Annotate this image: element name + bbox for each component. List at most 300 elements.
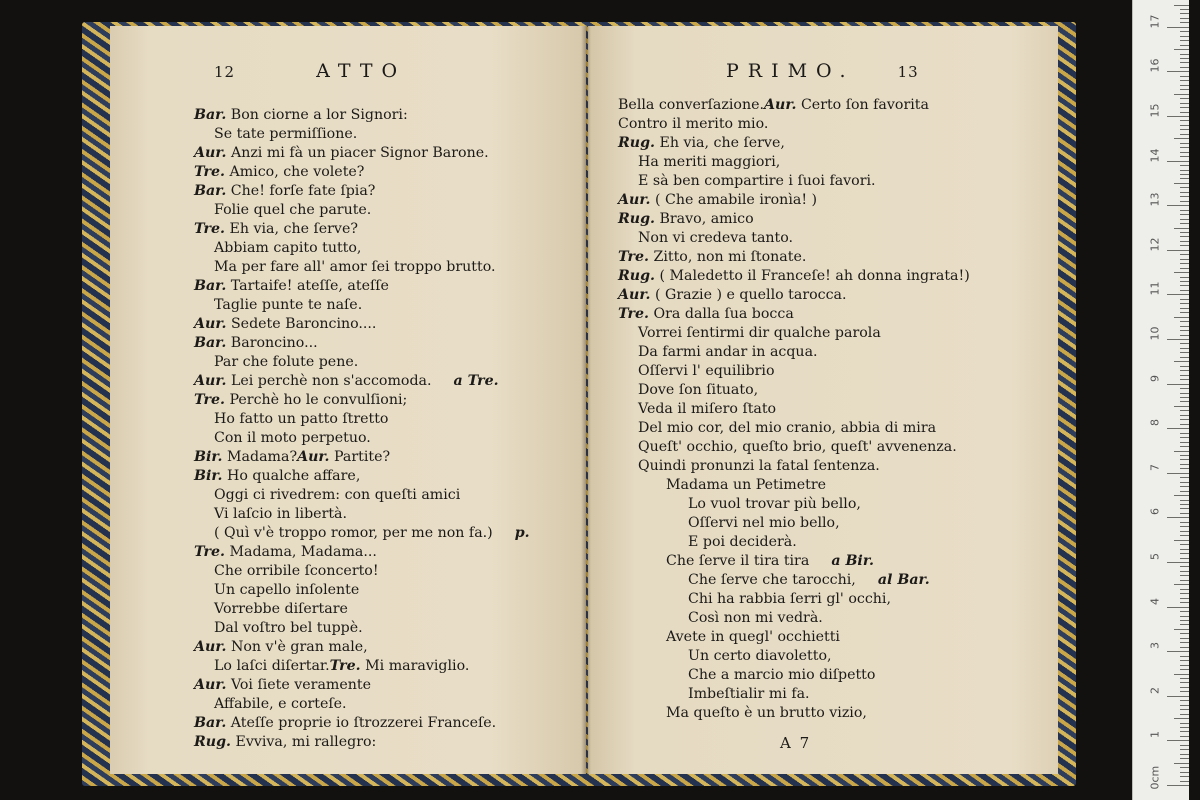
text-line [618,248,970,267]
ruler-tick [1174,5,1189,6]
text-line [618,305,970,324]
speaker-name: Tre. [329,658,361,674]
text-line [194,429,530,448]
text-line [194,410,530,429]
ruler-tick [1180,504,1189,505]
line-text: Ateſſe proprie io ſtrozzerei Franceſe. [226,715,497,731]
ruler-label: 14 [1148,148,1162,163]
speaker-name: Bir. [194,449,223,465]
line-text: ( Maledetto il Franceſe! ah donna ingrata!) [654,268,970,284]
text-line [618,495,970,514]
line-text: Ho qualche affare, [222,468,361,484]
text-line [194,714,530,733]
ruler-tick [1180,544,1189,545]
ruler-tick [1180,660,1189,661]
stage-direction: a Bir. [831,553,874,569]
left-running-head: ATTO [316,60,407,82]
ruler-tick [1180,147,1189,148]
text-line [618,438,970,457]
speaker-name: Tre. [194,392,225,408]
ruler-tick [1174,361,1189,362]
ruler-tick [1180,236,1189,237]
line-text: Affabile, e corteſe. [214,696,347,712]
text-line [194,619,530,638]
text-line [618,628,970,647]
ruler-tick [1180,303,1189,304]
ruler-tick [1180,98,1189,99]
left-page [110,26,586,774]
ruler-tick [1180,723,1189,724]
line-text: Madama? [222,449,298,465]
ruler-tick [1180,415,1189,416]
ruler-tick [1167,517,1189,518]
ruler-tick [1180,522,1189,523]
ruler-tick [1180,624,1189,625]
ruler-tick [1174,49,1189,50]
ruler-tick [1180,379,1189,380]
ruler-tick [1180,308,1189,309]
line-text: Vorrei ſentirmi dir qualche parola [638,325,881,341]
ruler-label: 11 [1148,281,1162,296]
text-line [618,267,970,286]
ruler-tick [1180,268,1189,269]
ruler-tick [1180,348,1189,349]
line-text: E sà ben compartire i ſuoi favori. [638,173,876,189]
ruler-tick [1167,607,1189,608]
line-text: Anzi mi fà un piacer Signor Barone. [226,145,489,161]
left-page-number: 12 [214,63,236,81]
ruler-tick [1174,317,1189,318]
line-text: Eh via, che ſerve, [654,135,785,151]
text-line [194,106,530,125]
ruler-label: 9 [1148,374,1162,382]
ruler-tick [1180,508,1189,509]
ruler-tick [1180,210,1189,211]
text-line [618,457,970,476]
right-running-head: PRIMO. [726,60,855,82]
ruler-tick [1180,312,1189,313]
speaker-name: Aur. [297,449,330,465]
line-text: Dal voſtro bel tuppè. [214,620,363,636]
ruler-tick [1180,321,1189,322]
stage-direction: a Tre. [453,373,499,389]
line-text: Queſt' occhio, queſto brio, queſt' avvenenza. [638,439,957,455]
text-line [618,115,970,134]
text-line [194,505,530,524]
ruler-tick [1180,754,1189,755]
ruler-tick [1180,749,1189,750]
text-line [194,125,530,144]
line-text: ( Grazie ) e quello tarocca. [650,287,847,303]
ruler-tick [1174,228,1189,229]
ruler-tick [1180,745,1189,746]
ruler-tick [1180,731,1189,732]
ruler-tick [1180,437,1189,438]
text-line [194,391,530,410]
line-text: Se tate permiſſione. [214,126,358,142]
ruler-tick [1180,45,1189,46]
text-line [618,647,970,666]
ruler-tick [1180,125,1189,126]
text-line [194,258,530,277]
ruler-tick [1180,571,1189,572]
ruler-tick [1180,174,1189,175]
text-line [194,657,530,676]
text-line [618,704,970,723]
ruler-tick [1180,232,1189,233]
text-line [194,581,530,600]
text-line [194,543,530,562]
ruler-tick [1180,335,1189,336]
ruler-tick [1180,593,1189,594]
ruler-tick [1180,397,1189,398]
ruler-tick [1180,491,1189,492]
ruler-tick [1180,18,1189,19]
line-text: Bella converſazione. [618,97,764,113]
text-line [194,220,530,239]
ruler-label: 7 [1148,463,1162,471]
ruler-label: 12 [1148,237,1162,252]
ruler-tick [1180,143,1189,144]
line-text: Madama, Madama... [224,544,377,560]
text-line [194,277,530,296]
ruler-tick [1180,665,1189,666]
speaker-name: Aur. [194,145,227,161]
ruler-tick [1180,705,1189,706]
speaker-name: Bar. [194,335,227,351]
speaker-name: Rug. [618,135,655,151]
ruler-tick [1180,67,1189,68]
ruler-tick [1174,540,1189,541]
line-text: Con il moto perpetuo. [214,430,371,446]
ruler-tick [1180,669,1189,670]
ruler-tick [1180,709,1189,710]
text-line [618,666,970,685]
ruler-tick [1180,196,1189,197]
line-text: Dove ſon ſituato, [638,382,759,398]
ruler-tick [1180,326,1189,327]
ruler-tick [1167,116,1189,117]
ruler-tick [1174,406,1189,407]
ruler-label: 8 [1148,419,1162,427]
text-line [618,381,970,400]
right-page-number: 13 [897,63,919,81]
text-line [194,562,530,581]
ruler-tick [1174,183,1189,184]
ruler-tick [1180,192,1189,193]
ruler-tick [1167,71,1189,72]
ruler-tick [1180,201,1189,202]
ruler-tick [1180,410,1189,411]
line-text: Partite? [329,449,391,465]
ruler-tick [1180,299,1189,300]
speaker-name: Aur. [618,287,651,303]
ruler-tick [1180,343,1189,344]
ruler-label: 13 [1148,192,1162,207]
ruler-tick [1180,611,1189,612]
text-line [618,400,970,419]
ruler-tick [1180,223,1189,224]
ruler-tick [1180,370,1189,371]
ruler-tick [1180,776,1189,777]
ruler-tick [1167,740,1189,741]
ruler-tick [1167,161,1189,162]
ruler-tick [1180,464,1189,465]
ruler-tick [1180,455,1189,456]
text-line [618,229,970,248]
speaker-name: Aur. [194,373,227,389]
ruler-tick [1180,263,1189,264]
ruler-tick [1174,629,1189,630]
speaker-name: Aur. [194,639,227,655]
line-text: Ora dalla ſua bocca [648,306,794,322]
right-text-block [618,96,970,723]
ruler-tick [1167,473,1189,474]
line-text: Che! forſe fate ſpia? [226,183,376,199]
ruler-tick [1180,134,1189,135]
measurement-ruler [1132,0,1189,800]
right-page-header [726,60,919,82]
text-line [194,353,530,372]
line-text: Che a marcio mio diſpetto [688,667,876,683]
line-text: Mi maraviglio. [360,658,470,674]
book-gutter [581,26,591,774]
ruler-tick [1180,254,1189,255]
speaker-name: Tre. [618,249,649,265]
line-text: Certo ſon favorita [796,97,929,113]
ruler-tick [1180,152,1189,153]
ruler-label: 0cm [1148,765,1162,790]
ruler-tick [1180,526,1189,527]
ruler-tick [1180,535,1189,536]
line-text: Abbiam capito tutto, [214,240,362,256]
text-line [618,685,970,704]
ruler-tick [1180,241,1189,242]
ruler-tick [1180,580,1189,581]
text-line [194,163,530,182]
speaker-name: Bar. [194,278,227,294]
text-line [618,362,970,381]
ruler-tick [1180,285,1189,286]
ruler-tick [1180,500,1189,501]
stage-direction: al Bar. [877,572,930,588]
ruler-tick [1180,558,1189,559]
line-text: Ma queſto è un brutto vizio, [666,705,867,721]
ruler-tick [1167,294,1189,295]
speaker-name: Rug. [618,211,655,227]
right-page [588,26,1058,774]
line-text: Baroncino... [226,335,318,351]
ruler-tick [1167,384,1189,385]
speaker-name: Aur. [764,97,797,113]
ruler-tick [1180,656,1189,657]
line-text: Bravo, amico [654,211,754,227]
ruler-tick [1180,647,1189,648]
ruler-tick [1180,375,1189,376]
line-text: Oſſervi nel mio bello, [688,515,840,531]
ruler-tick [1180,290,1189,291]
ruler-label: 17 [1148,14,1162,29]
ruler-tick [1180,477,1189,478]
text-line [618,153,970,172]
text-line [194,695,530,714]
ruler-tick [1180,700,1189,701]
text-line [618,419,970,438]
text-line [618,191,970,210]
ruler-tick [1180,513,1189,514]
stage-direction: p. [514,525,530,541]
text-line [618,324,970,343]
text-line [194,524,530,543]
line-text: ( Che amabile ironìa! ) [650,192,818,208]
text-line [194,600,530,619]
ruler-tick [1180,758,1189,759]
ruler-tick [1180,486,1189,487]
line-text: Imbeſtialir mi fa. [688,686,810,702]
ruler-tick [1180,80,1189,81]
ruler-tick [1180,442,1189,443]
line-text: Taglie punte te naſe. [214,297,363,313]
ruler-tick [1174,94,1189,95]
ruler-tick [1180,598,1189,599]
ruler-tick [1180,112,1189,113]
ruler-tick [1180,691,1189,692]
ruler-tick [1180,31,1189,32]
ruler-tick [1180,566,1189,567]
ruler-tick [1167,428,1189,429]
line-text: Che ſerve che tarocchi, [688,572,856,588]
ruler-tick [1180,433,1189,434]
line-text: Del mio cor, del mio cranio, abbia di mira [638,420,937,436]
text-line [618,514,970,533]
ruler-tick [1180,165,1189,166]
ruler-label: 2 [1148,686,1162,694]
ruler-tick [1174,138,1189,139]
text-line [618,172,970,191]
ruler-tick [1167,785,1189,786]
ruler-tick [1180,616,1189,617]
line-text: Amico, che volete? [224,164,365,180]
line-text: Ho fatto un patto ſtretto [214,411,389,427]
ruler-tick [1167,696,1189,697]
text-line [618,343,970,362]
text-line [618,533,970,552]
ruler-tick [1180,58,1189,59]
ruler-tick [1167,339,1189,340]
text-line [194,315,530,334]
ruler-tick [1167,27,1189,28]
ruler-tick [1180,357,1189,358]
ruler-tick [1180,401,1189,402]
left-text-block [194,106,530,752]
ruler-tick [1180,89,1189,90]
ruler-tick [1180,259,1189,260]
ruler-label: 5 [1148,553,1162,560]
text-line [618,134,970,153]
speaker-name: Tre. [194,221,225,237]
line-text: Chi ha rabbia ſerri gl' occhi, [688,591,891,607]
ruler-tick [1180,219,1189,220]
ruler-tick [1180,549,1189,550]
ruler-tick [1180,103,1189,104]
text-line [194,486,530,505]
ruler-tick [1180,553,1189,554]
speaker-name: Aur. [194,677,227,693]
ruler-label: 3 [1148,642,1162,650]
speaker-name: Tre. [194,164,225,180]
line-text: Veda il miſero ſtato [638,401,777,417]
text-line [618,609,970,628]
text-line [194,676,530,695]
ruler-tick [1180,482,1189,483]
ruler-tick [1180,178,1189,179]
ruler-tick [1174,718,1189,719]
ruler-tick [1180,76,1189,77]
ruler-tick [1174,763,1189,764]
ruler-tick [1180,9,1189,10]
ruler-tick [1180,187,1189,188]
ruler-tick [1180,120,1189,121]
ruler-tick [1180,277,1189,278]
ruler-label: 15 [1148,103,1162,118]
ruler-tick [1180,620,1189,621]
ruler-tick [1180,54,1189,55]
ruler-tick [1180,772,1189,773]
ruler-tick [1180,352,1189,353]
speaker-name: Tre. [194,544,225,560]
line-text: Par che folute pene. [214,354,359,370]
line-text: Bon ciorne a lor Signori: [226,107,408,123]
ruler-tick [1180,366,1189,367]
line-text: Lo vuol trovar più bello, [688,496,861,512]
text-line [194,182,530,201]
ruler-tick [1180,22,1189,23]
line-text: Non v'è gran male, [226,639,368,655]
line-text: Sedete Baroncino.... [226,316,377,332]
text-line [194,467,530,486]
speaker-name: Bar. [194,107,227,123]
ruler-tick [1167,651,1189,652]
line-text: Oſſervi l' equilibrio [638,363,775,379]
text-line [194,372,530,391]
ruler-tick [1180,642,1189,643]
ruler-tick [1167,562,1189,563]
line-text: Folie quel che parute. [214,202,372,218]
ruler-tick [1180,727,1189,728]
ruler-label: 1 [1148,731,1162,739]
line-text: Un certo diavoletto, [688,648,832,664]
line-text: Avete in quegl' occhietti [666,629,840,645]
speaker-name: Aur. [618,192,651,208]
line-text: Oggi ci rivedrem: con queſti amici [214,487,461,503]
ruler-tick [1180,468,1189,469]
ruler-tick [1180,129,1189,130]
ruler-tick [1180,424,1189,425]
line-text: Così non mi vedrà. [688,610,823,626]
speaker-name: Aur. [194,316,227,332]
speaker-name: Rug. [618,268,655,284]
text-line [618,210,970,229]
line-text: Zitto, non mi ſtonate. [648,249,807,265]
ruler-tick [1174,674,1189,675]
line-text: Madama un Petimetre [666,477,827,493]
ruler-label: 16 [1148,58,1162,73]
ruler-label: 10 [1148,326,1162,341]
ruler-tick [1180,682,1189,683]
line-text: E poi deciderà. [688,534,797,550]
ruler-tick [1174,451,1189,452]
text-line [618,96,970,115]
